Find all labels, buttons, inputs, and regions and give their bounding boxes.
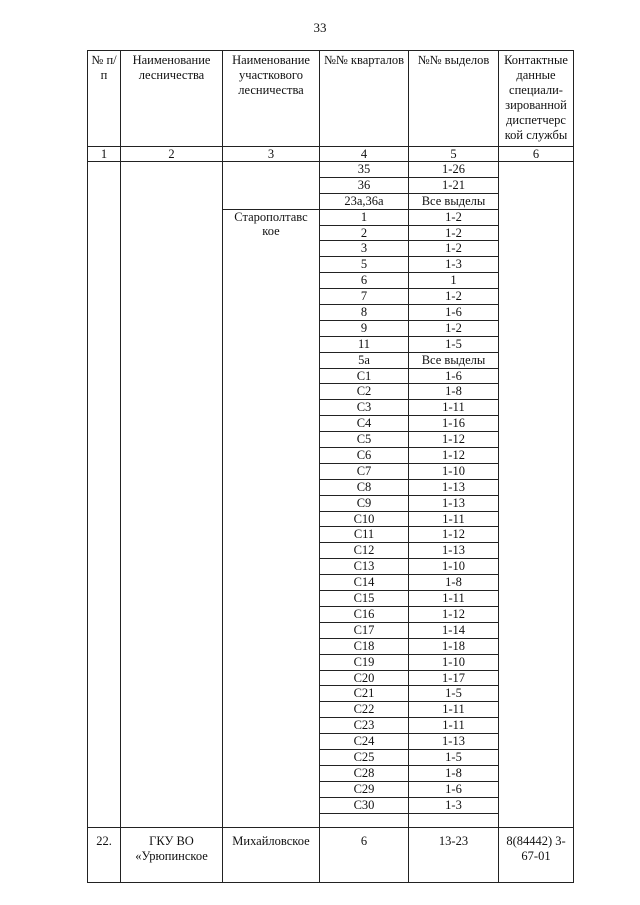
quarter-cell: С1 xyxy=(320,368,409,384)
quarter-cell: С25 xyxy=(320,749,409,765)
quarter-cell: 35 xyxy=(320,162,409,178)
sections-cell: 1-2 xyxy=(409,225,499,241)
sections-cell: 1-8 xyxy=(409,575,499,591)
sections-cell: 1-11 xyxy=(409,511,499,527)
sections-cell: 1-13 xyxy=(409,479,499,495)
quarter-cell: 5а xyxy=(320,352,409,368)
table-row xyxy=(88,162,574,178)
col-number: 5 xyxy=(409,147,499,162)
sections-cell: 1-13 xyxy=(409,543,499,559)
number-cell xyxy=(88,162,121,828)
quarter-cell: С19 xyxy=(320,654,409,670)
quarter-cell: 9 xyxy=(320,320,409,336)
header-contacts: Контактные данные специали-зированной диспетчерс кой службы xyxy=(499,51,574,147)
sections-cell: 1-6 xyxy=(409,781,499,797)
sections-cell: 1-2 xyxy=(409,320,499,336)
quarter-cell: С6 xyxy=(320,448,409,464)
quarter-cell: С22 xyxy=(320,702,409,718)
quarter-cell: С14 xyxy=(320,575,409,591)
forestry-name: ГКУ ВО «Урюпинское xyxy=(121,827,223,882)
quarter-cell: С10 xyxy=(320,511,409,527)
col-number: 3 xyxy=(223,147,320,162)
quarter-cell: С15 xyxy=(320,591,409,607)
quarter-cell: 2 xyxy=(320,225,409,241)
sections-cell: 1-6 xyxy=(409,368,499,384)
sections-cell: 1-2 xyxy=(409,289,499,305)
quarter-cell: С16 xyxy=(320,606,409,622)
quarter-cell: 7 xyxy=(320,289,409,305)
sections-cell: 1-13 xyxy=(409,495,499,511)
quarter-cell: С12 xyxy=(320,543,409,559)
sections-cell: 1-11 xyxy=(409,591,499,607)
quarter-cell: 6 xyxy=(320,273,409,289)
sections-cell: 1-2 xyxy=(409,209,499,225)
table-header-row xyxy=(88,51,574,147)
contact-cell xyxy=(499,162,574,828)
quarter-cell: С7 xyxy=(320,463,409,479)
quarter-cell: 11 xyxy=(320,336,409,352)
quarter-cell: 23а,36а xyxy=(320,193,409,209)
quarter-cell: С9 xyxy=(320,495,409,511)
quarter-cell: С11 xyxy=(320,527,409,543)
quarter-cell: С13 xyxy=(320,559,409,575)
quarter-cell: С29 xyxy=(320,781,409,797)
quarter-cell: С24 xyxy=(320,734,409,750)
quarter-cell: С18 xyxy=(320,638,409,654)
sections-cell: 1-11 xyxy=(409,718,499,734)
quarter-cell: С17 xyxy=(320,622,409,638)
sections-cell: 1-6 xyxy=(409,305,499,321)
quarter-cell: 3 xyxy=(320,241,409,257)
sections-cell: 1-5 xyxy=(409,749,499,765)
sections-cell: 1-12 xyxy=(409,432,499,448)
forestry-table xyxy=(87,50,574,883)
page-number: 33 xyxy=(313,20,327,35)
column-number-row xyxy=(88,147,574,162)
sections-cell: 1-14 xyxy=(409,622,499,638)
sections-cell: 1-3 xyxy=(409,257,499,273)
sections-cell: 1-8 xyxy=(409,384,499,400)
quarter-cell: С2 xyxy=(320,384,409,400)
sections-cell: 1-16 xyxy=(409,416,499,432)
quarter-cell: 5 xyxy=(320,257,409,273)
table-row-22 xyxy=(88,827,574,882)
quarter-cell: С8 xyxy=(320,479,409,495)
quarter-cell: 1 xyxy=(320,209,409,225)
sections-cell: 1-12 xyxy=(409,527,499,543)
row-number: 22. xyxy=(88,827,121,882)
quarter-cell: С5 xyxy=(320,432,409,448)
quarter-cell: С20 xyxy=(320,670,409,686)
quarter-cell: 6 xyxy=(320,827,409,882)
quarter-cell: 36 xyxy=(320,177,409,193)
header-forestry: Наименование лесничества xyxy=(121,51,223,147)
sections-cell: 1-11 xyxy=(409,400,499,416)
sections-cell: 1-11 xyxy=(409,702,499,718)
col-number: 6 xyxy=(499,147,574,162)
sections-cell: 1-17 xyxy=(409,670,499,686)
quarter-cell: С30 xyxy=(320,797,409,813)
sections-cell: 1-12 xyxy=(409,448,499,464)
sections-cell: 1-5 xyxy=(409,686,499,702)
header-number: № п/п xyxy=(88,51,121,147)
contact-cell: 8(84442) 3-67-01 xyxy=(499,827,574,882)
sections-cell: 1-13 xyxy=(409,734,499,750)
district-cell xyxy=(223,162,320,210)
col-number: 1 xyxy=(88,147,121,162)
sections-cell: Все выделы xyxy=(409,352,499,368)
quarter-cell: С3 xyxy=(320,400,409,416)
sections-cell: 1-3 xyxy=(409,797,499,813)
quarter-cell: С4 xyxy=(320,416,409,432)
forestry-cell xyxy=(121,162,223,828)
sections-cell: 1-10 xyxy=(409,654,499,670)
col-number: 2 xyxy=(121,147,223,162)
sections-cell: 1-18 xyxy=(409,638,499,654)
empty-cell xyxy=(409,813,499,827)
sections-cell: 1-12 xyxy=(409,606,499,622)
sections-cell: 1-10 xyxy=(409,559,499,575)
sections-cell: 1 xyxy=(409,273,499,289)
sections-cell: 1-10 xyxy=(409,463,499,479)
header-sections: №№ выделов xyxy=(409,51,499,147)
header-district-forestry: Наименование участкового лесничества xyxy=(223,51,320,147)
sections-cell: 1-26 xyxy=(409,162,499,178)
sections-cell: 1-8 xyxy=(409,765,499,781)
sections-cell: 1-5 xyxy=(409,336,499,352)
quarter-cell: 8 xyxy=(320,305,409,321)
sections-cell: Все выделы xyxy=(409,193,499,209)
sections-cell: 1-2 xyxy=(409,241,499,257)
sections-cell: 1-21 xyxy=(409,177,499,193)
district-forestry-name: Старополтавс кое xyxy=(223,209,320,827)
col-number: 4 xyxy=(320,147,409,162)
header-quarters: №№ кварталов xyxy=(320,51,409,147)
district-forestry-name: Михайловское xyxy=(223,827,320,882)
quarter-cell: С21 xyxy=(320,686,409,702)
sections-cell: 13-23 xyxy=(409,827,499,882)
empty-cell xyxy=(320,813,409,827)
quarter-cell: С23 xyxy=(320,718,409,734)
quarter-cell: С28 xyxy=(320,765,409,781)
